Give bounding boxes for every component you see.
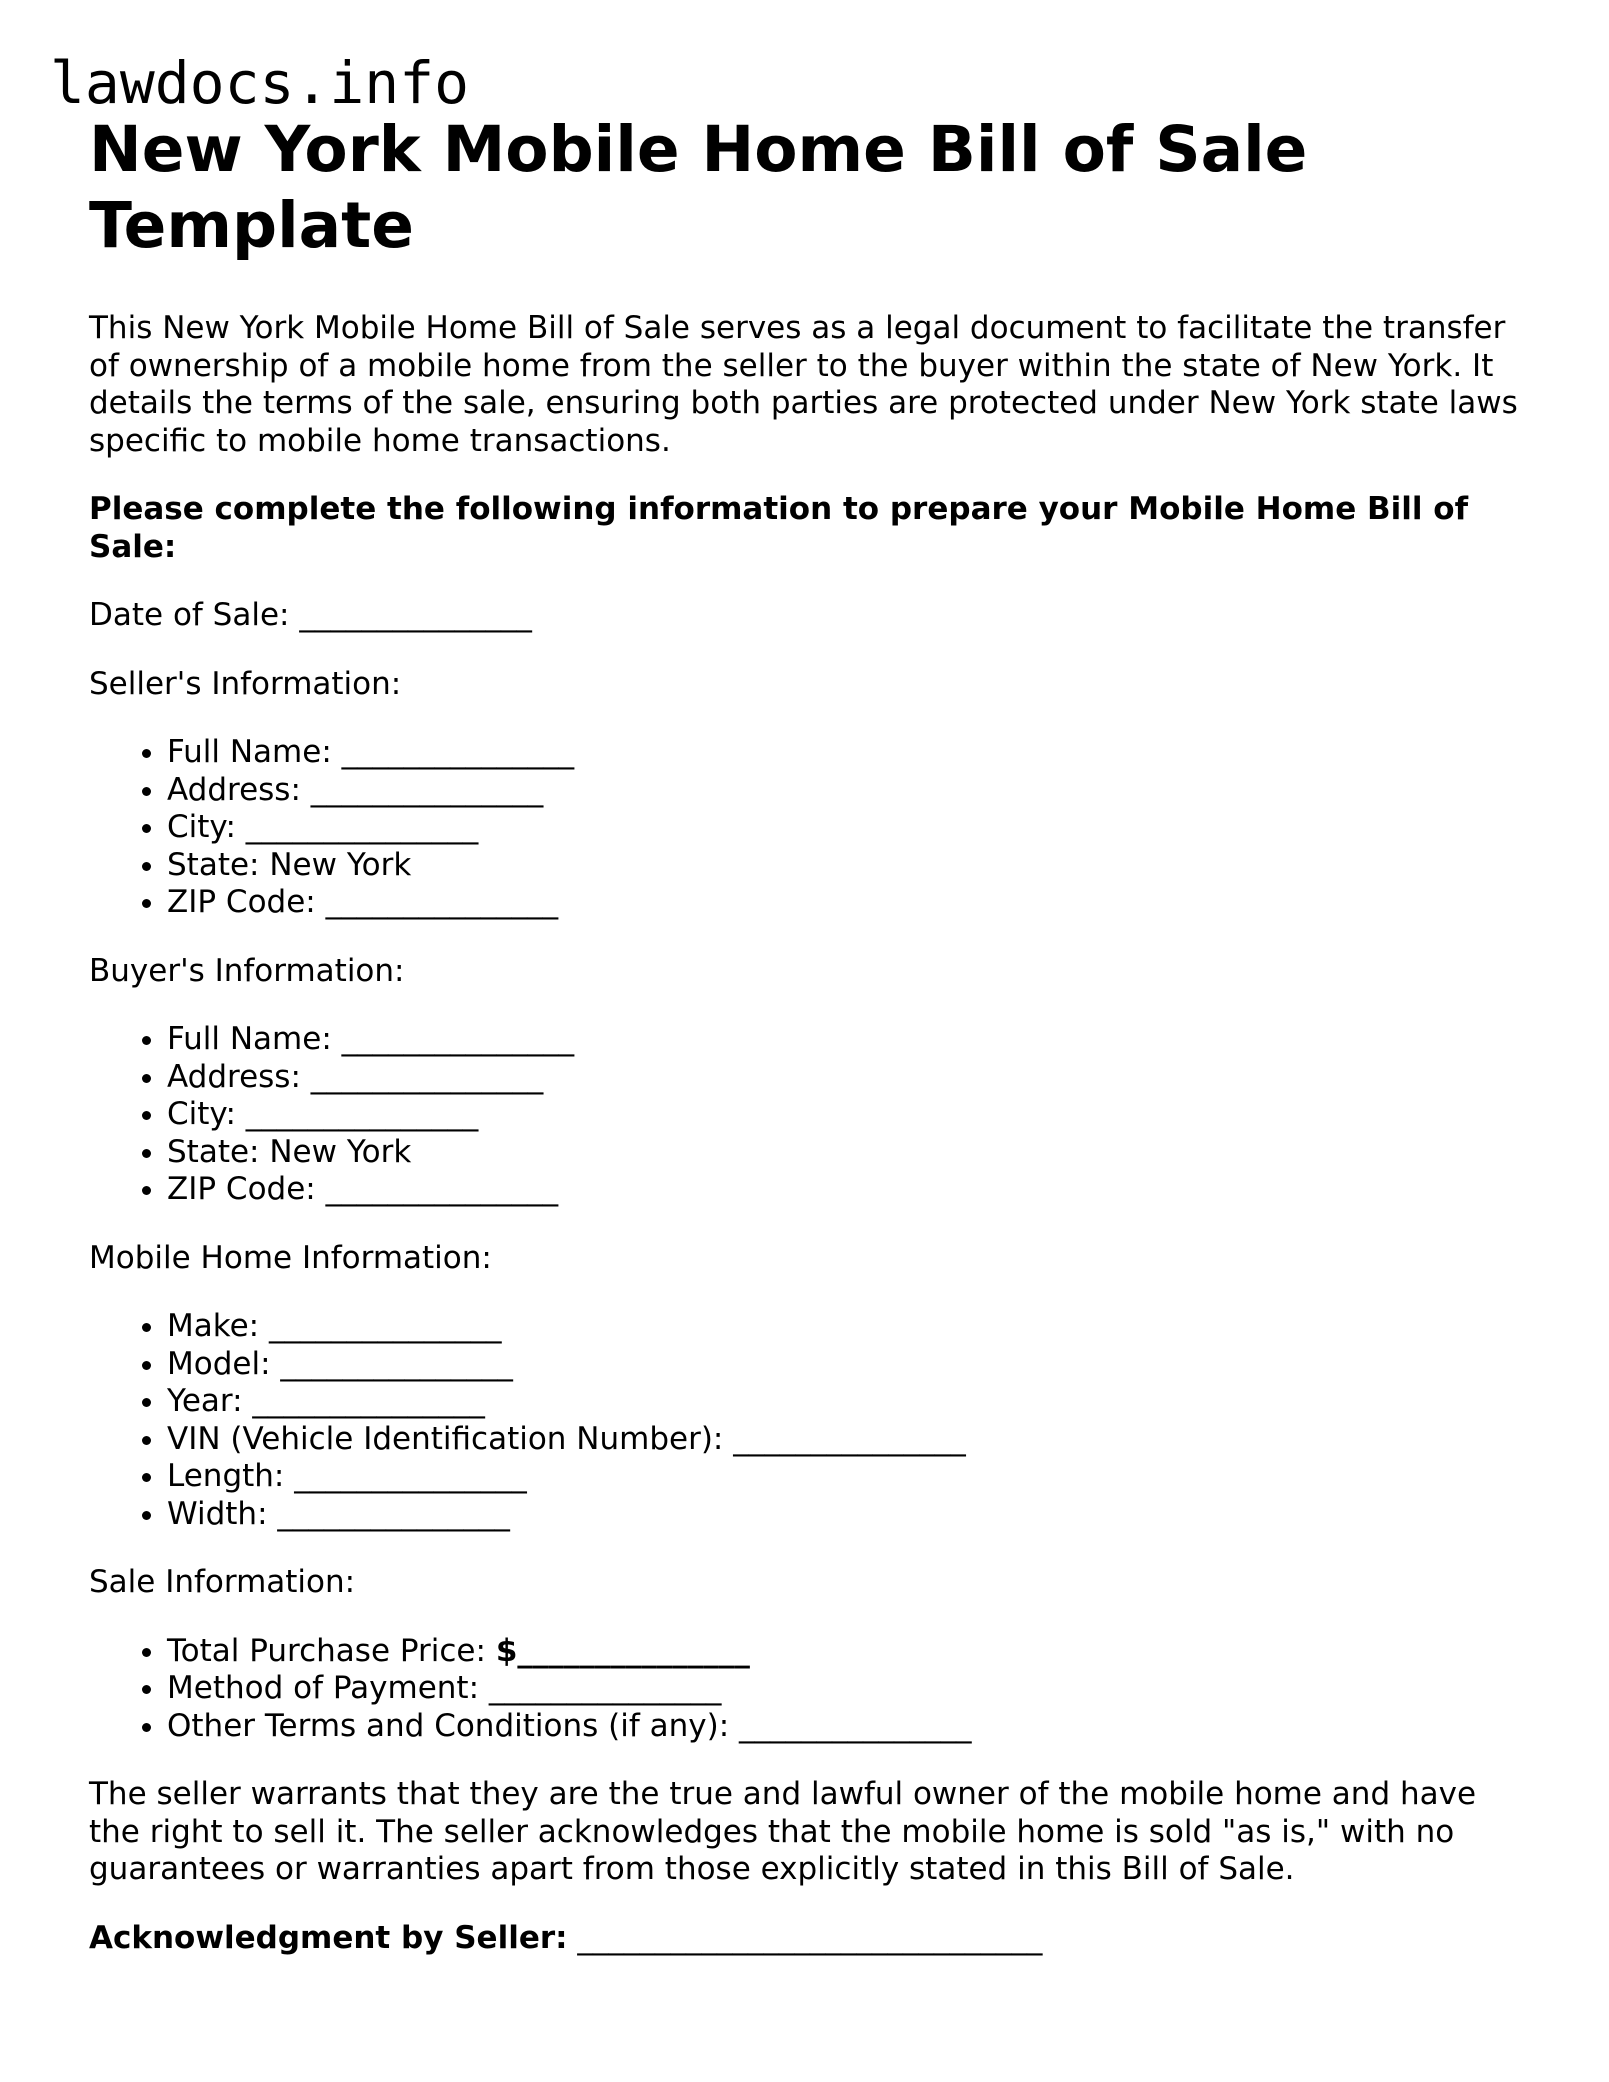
mobile-home-section-heading: Mobile Home Information: (89, 1239, 492, 1276)
seller-city-field[interactable]: • City: _______________ (167, 809, 1529, 847)
seller-zip-field[interactable]: • ZIP Code: _______________ (167, 884, 1529, 922)
buyer-zip-field[interactable]: • ZIP Code: _______________ (167, 1171, 1529, 1209)
other-terms-field[interactable]: • Other Terms and Conditions (if any): _______________ (167, 1708, 1529, 1746)
intro-paragraph: This New York Mobile Home Bill of Sale serves as a legal document to facilitate the transfer of ownership of a mobile home from the seller to the buyer within the state of New York. It details the terms of the sale, ensuring both parties are protected under New York state laws specific to mobile home transactions. (89, 310, 1518, 459)
document-title: New York Mobile Home Bill of Sale Template (89, 113, 1308, 262)
buyer-address-field[interactable]: • Address: _______________ (167, 1059, 1529, 1097)
instruction-text: Please complete the following information to prepare your Mobile Home Bill of Sale: (89, 491, 1469, 565)
sale-info-list (89, 1633, 1529, 1746)
signature-blank[interactable]: ______________________________ (567, 1919, 1043, 1956)
seller-address-field[interactable]: • Address: _______________ (167, 772, 1529, 810)
seller-acknowledgment-line[interactable] (89, 1920, 1529, 1958)
mobile-home-info-list (89, 1308, 1529, 1533)
site-watermark: lawdocs.info (50, 49, 470, 117)
seller-section-heading: Seller's Information: (89, 665, 402, 702)
length-field[interactable]: • Length: _______________ (167, 1458, 1529, 1496)
purchase-price-blank[interactable]: $_______________ (495, 1632, 750, 1669)
vin-field[interactable]: • VIN (Vehicle Identification Number): _______________ (167, 1421, 1529, 1459)
buyer-full-name-field[interactable]: • Full Name: _______________ (167, 1021, 1529, 1059)
sale-section-heading: Sale Information: (89, 1564, 356, 1600)
year-field[interactable]: • Year: _______________ (167, 1383, 1529, 1421)
buyer-city-field[interactable]: • City: _______________ (167, 1096, 1529, 1134)
width-field[interactable]: • Width: _______________ (167, 1496, 1529, 1534)
warranty-paragraph: The seller warrants that they are the true and lawful owner of the mobile home and have the right to sell it. The seller acknowledges that the mobile home is sold "as is," with no guarantees or warranties apart from those explicitly stated in this Bill of Sale. (89, 1776, 1477, 1887)
buyer-info-list (89, 1021, 1529, 1209)
document-body (89, 112, 1529, 1988)
acknowledgment-label: Acknowledgment by Seller: (89, 1919, 568, 1956)
buyer-section-heading: Buyer's Information: (89, 952, 405, 989)
buyer-state-value: • State: New York (167, 1134, 1529, 1172)
make-field[interactable]: • Make: _______________ (167, 1308, 1529, 1346)
model-field[interactable]: • Model: _______________ (167, 1346, 1529, 1384)
seller-state-value: • State: New York (167, 847, 1529, 885)
purchase-price-field[interactable] (167, 1633, 1529, 1671)
seller-info-list (89, 734, 1529, 922)
date-of-sale-field[interactable]: Date of Sale: _______________ (89, 597, 532, 633)
purchase-price-label: Total Purchase Price: (167, 1632, 496, 1669)
seller-full-name-field[interactable]: • Full Name: _______________ (167, 734, 1529, 772)
payment-method-field[interactable]: • Method of Payment: _______________ (167, 1670, 1529, 1708)
